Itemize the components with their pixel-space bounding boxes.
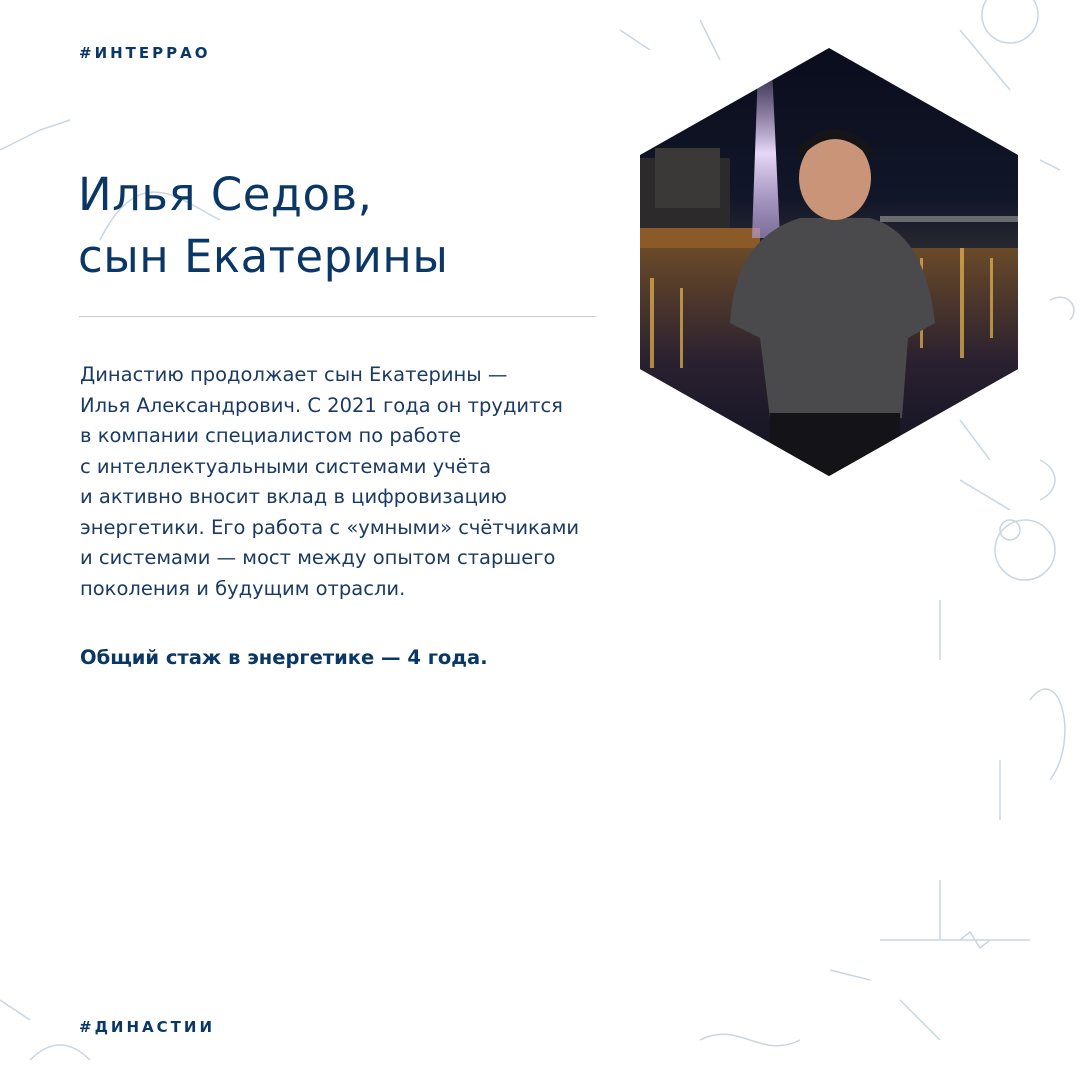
experience-summary: Общий стаж в энергетике — 4 года. [80, 646, 488, 669]
portrait-photo [640, 48, 1018, 476]
body-line: Илья Александрович. С 2021 года он трудится [80, 393, 563, 417]
hashtag-interrao: #ИНТЕРРАО [79, 44, 211, 62]
title-line-1: Илья Седов, [78, 168, 373, 221]
body-line: с интеллектуальными системами учёта [80, 454, 492, 478]
photo-scene [640, 48, 1018, 476]
body-line: поколения и будущим отрасли. [80, 576, 406, 600]
body-line: энергетики. Его работа с «умными» счётчиками [80, 515, 580, 539]
divider [79, 316, 596, 317]
body-line: и активно вносит вклад в цифровизацию [80, 485, 507, 508]
body-line: Династию продолжает сын Екатерины — [80, 363, 508, 386]
body-text [80, 360, 680, 604]
body-line: и системами — мост между опытом старшего [80, 546, 556, 569]
body-line: в компании специалистом по работе [80, 424, 462, 447]
title-line-2: сын Екатерины [78, 230, 449, 283]
hashtag-dinastii: #ДИНАСТИИ [79, 1018, 215, 1036]
page-title [78, 164, 448, 288]
